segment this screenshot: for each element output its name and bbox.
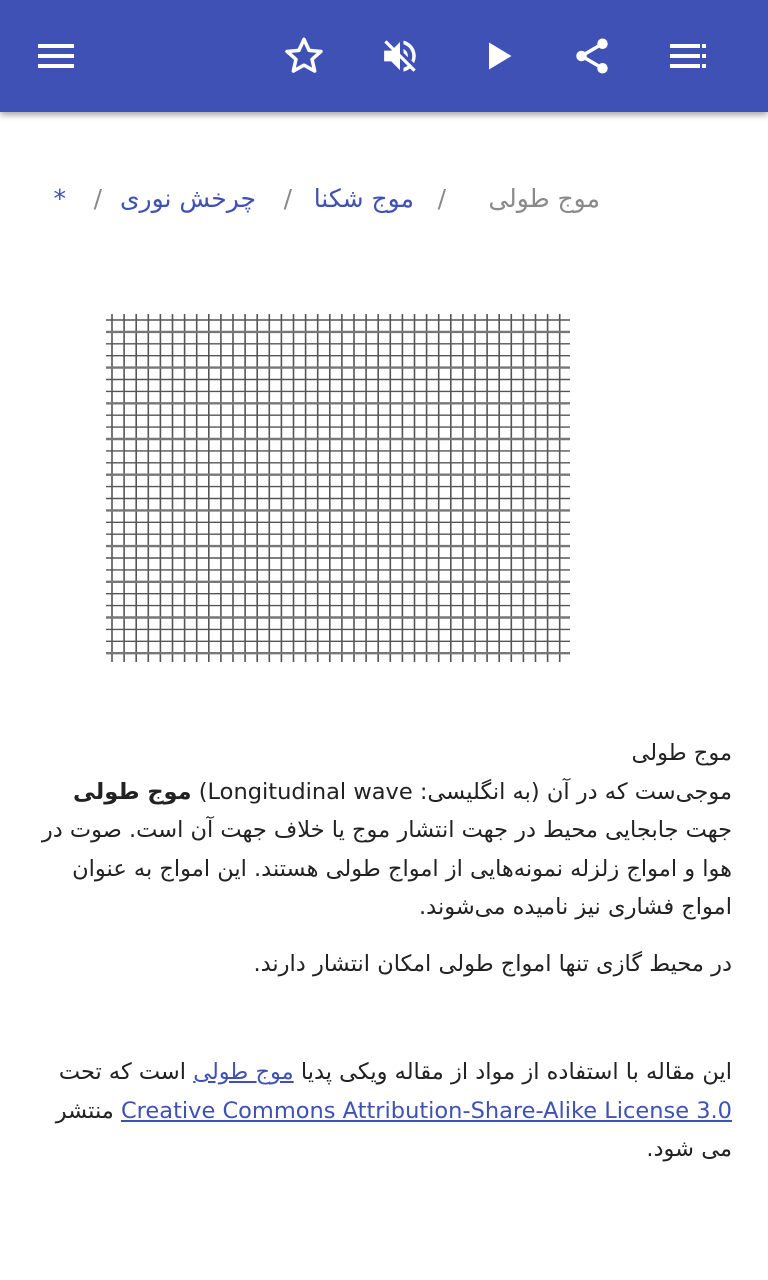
star-outline-icon [283,35,325,77]
intro-text-a: موجی‌ست که در آن (به انگلیسی: [412,778,732,805]
table-of-contents-icon [668,40,708,72]
play-button[interactable] [470,28,526,84]
share-button[interactable] [564,28,620,84]
license-text-c: منتشر می شود. [55,1097,732,1162]
license-notice [32,1053,732,1169]
intro-english-term: Longitudinal wave [207,778,413,805]
intro-text-b: ) [191,778,208,805]
longitudinal-wave-figure [104,312,572,664]
license-text-a: این مقاله با استفاده از مواد از مقاله ویکی پدیا [293,1059,732,1085]
mute-button[interactable] [372,28,428,84]
breadcrumb [40,178,600,222]
wikipedia-article-link[interactable]: موج طولی [193,1059,294,1085]
article-paragraph-gas: در محیط گازی تنها امواج طولی امکان انتشار دارند. [253,950,732,977]
cc-license-link[interactable]: Creative Commons Attribution-Share-Alike License 3.0 [120,1097,732,1124]
intro-text-c: جهت جابجایی محیط در جهت انتشار موج یا خلاف جهت آن است. صوت در هوا و امواج زلزله نمونه‌هایی از امواج طولی هستند. این امواج به عنوان امواج فشاری نیز نامیده می‌شوند. [41,817,732,920]
share-icon [571,35,613,77]
breadcrumb-item-link[interactable]: موج شکنا [313,184,414,213]
breadcrumb-item-current: موج طولی [488,184,600,213]
breadcrumb-item-star[interactable]: * [53,184,66,213]
app-toolbar [0,0,768,112]
breadcrumb-item-link[interactable]: چرخش نوری [119,184,256,213]
toc-button[interactable] [660,28,716,84]
article-title: موج طولی [631,740,732,766]
favorite-button[interactable] [276,28,332,84]
breadcrumb-separator: / [283,184,292,213]
license-text-b: است که تحت [58,1059,194,1085]
play-icon [480,38,516,74]
volume-off-icon [379,35,421,77]
article-body [32,734,732,1169]
breadcrumb-separator: / [437,184,446,213]
article-paragraph-intro [32,773,732,927]
menu-button[interactable] [28,28,84,84]
intro-bold-term: موج طولی [73,778,192,805]
breadcrumb-separator: / [93,184,102,213]
hamburger-menu-icon [36,40,76,72]
